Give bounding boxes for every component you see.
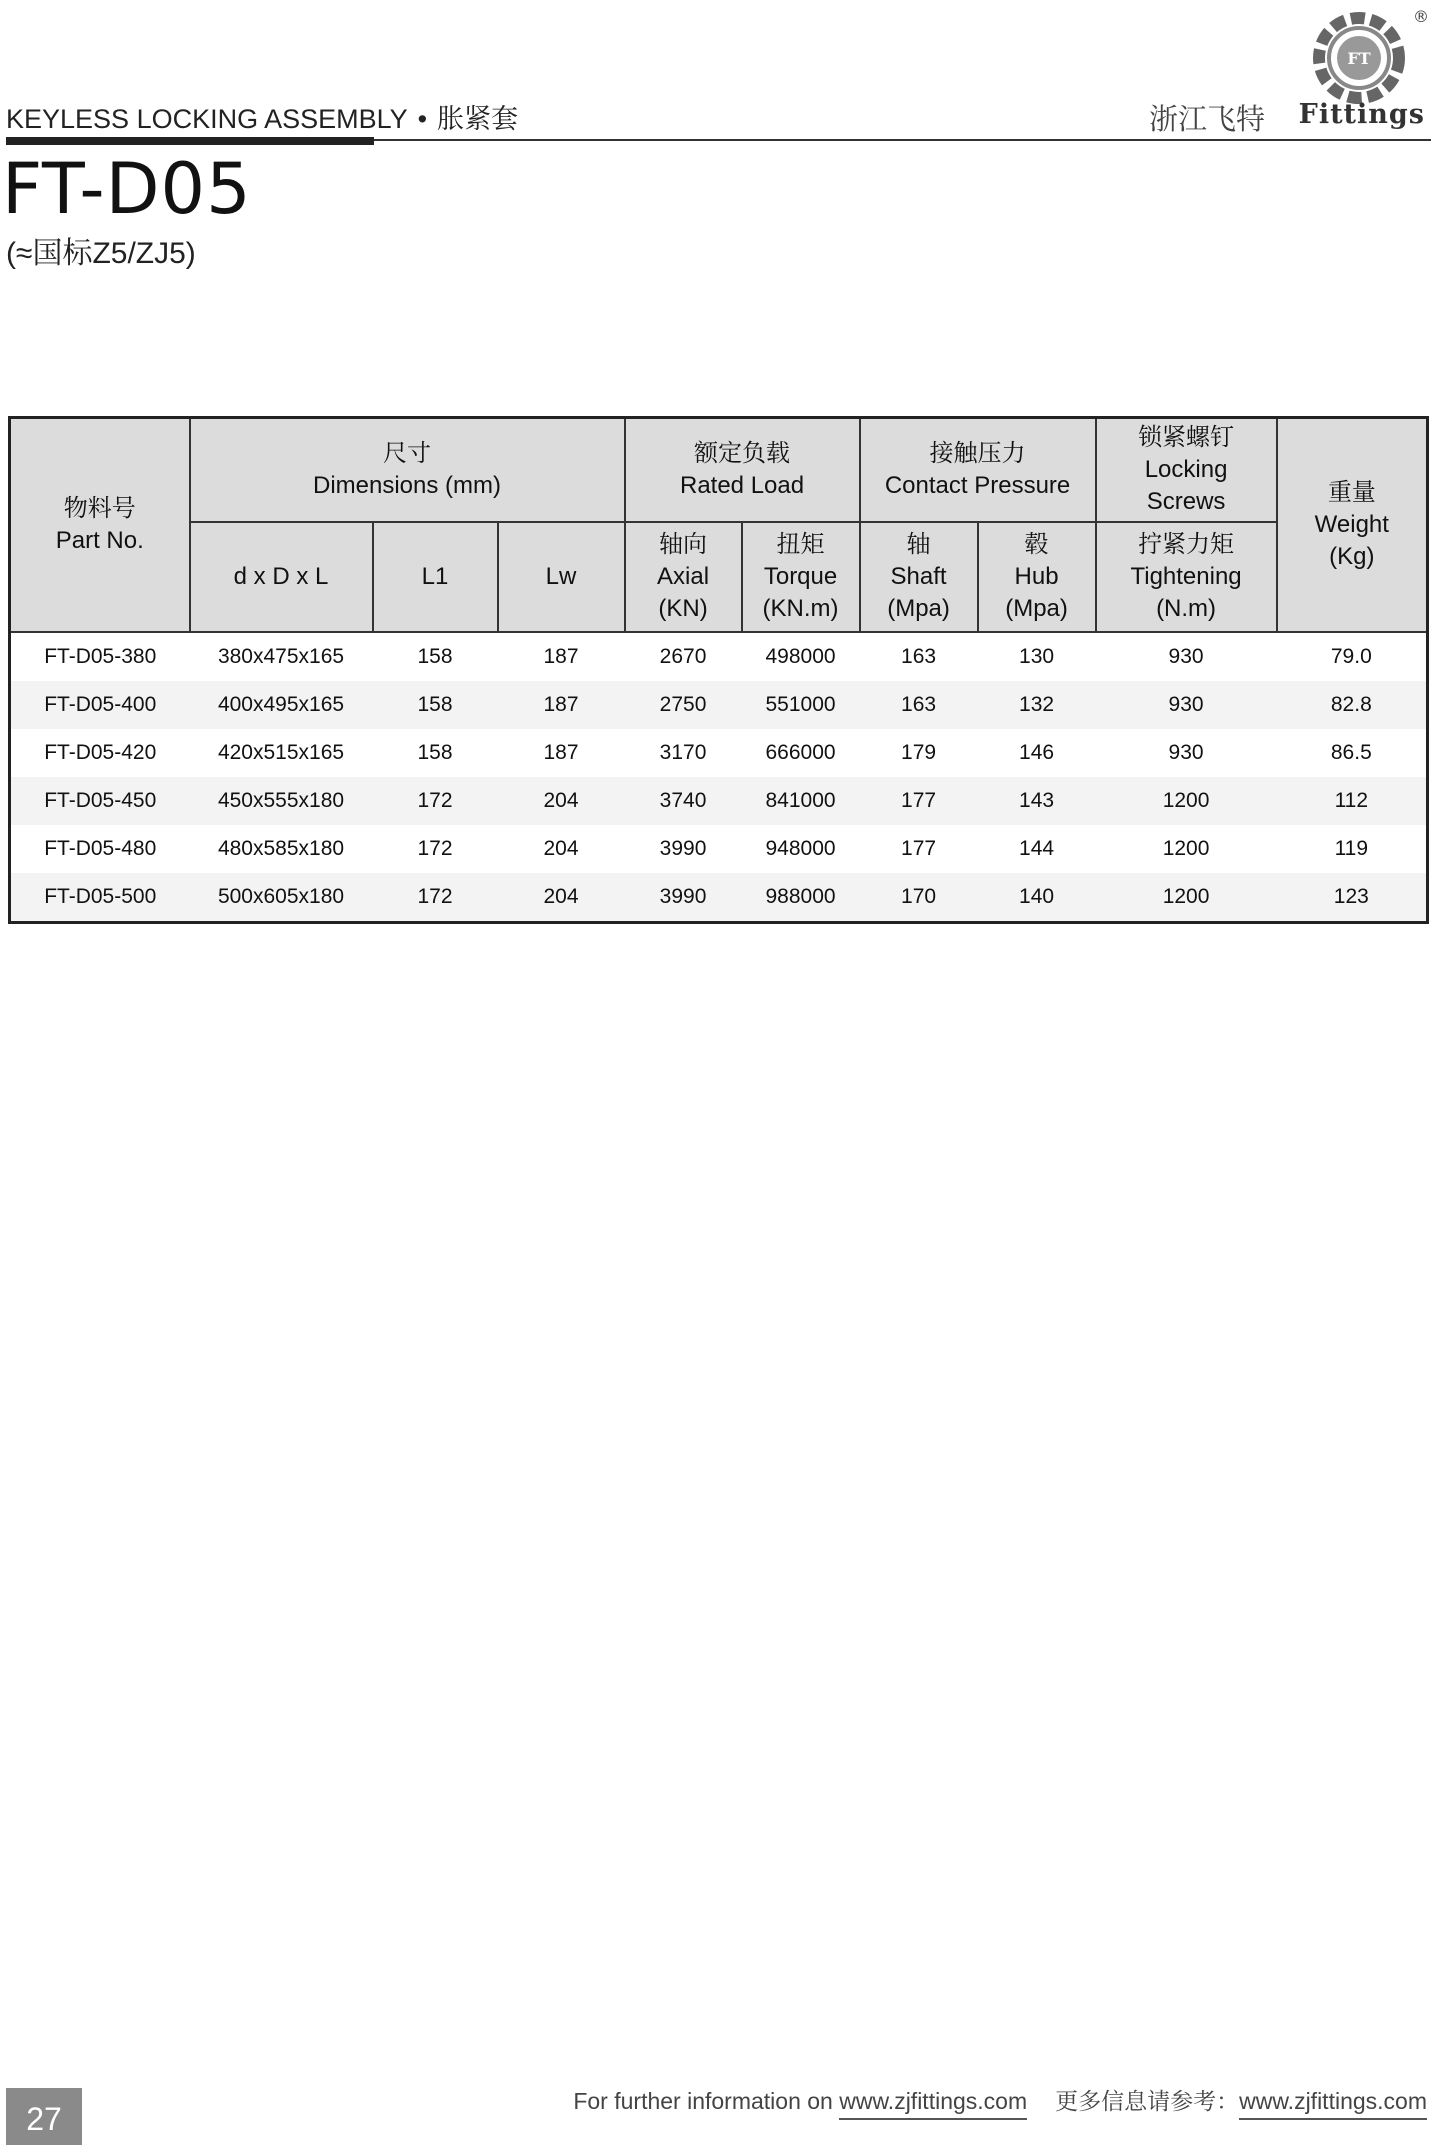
cell-lw: 204: [543, 836, 579, 860]
cell-shaft: 179: [901, 740, 937, 764]
th-axial: 轴向 Axial (KN): [625, 522, 742, 632]
cell-part-no: FT-D05-500: [10, 873, 190, 923]
cell-hub: 144: [1019, 836, 1055, 860]
cell-tightening: 930: [1168, 740, 1204, 764]
cell-hub: 140: [978, 873, 1096, 923]
th-lw: Lw: [498, 522, 625, 632]
spec-table-body: [10, 632, 1428, 923]
logo-badge: FT: [1347, 49, 1371, 68]
cell-dimensions: 420x515x165: [217, 740, 345, 764]
th-dimensions: 尺寸 Dimensions (mm): [190, 418, 625, 522]
footer-info: [573, 2083, 1427, 2116]
cell-torque: 498000: [765, 644, 836, 668]
cell-axial: 3990: [659, 836, 707, 860]
th-rated-load: 额定负载 Rated Load: [625, 418, 860, 522]
th-l1: L1: [373, 522, 498, 632]
footer-en-prefix: For further information on: [573, 2088, 833, 2114]
th-locking-screws: 锁紧螺钉 Locking Screws: [1096, 418, 1277, 522]
cell-shaft: 177: [901, 836, 937, 860]
cell-hub: 130: [1019, 644, 1055, 668]
table-row: [10, 681, 1428, 729]
cell-hub: 143: [978, 777, 1096, 825]
header-category: [6, 97, 518, 136]
category-en: KEYLESS LOCKING ASSEMBLY: [6, 104, 408, 134]
cell-tightening: 930: [1168, 644, 1204, 668]
cell-torque: 551000: [742, 681, 860, 729]
cell-lw: 204: [498, 777, 625, 825]
cell-tightening: 930: [1096, 681, 1277, 729]
cell-tightening: 1200: [1096, 873, 1277, 923]
cell-hub: 132: [978, 681, 1096, 729]
cell-part-no: FT-D05-400: [10, 681, 190, 729]
cell-torque: 988000: [742, 873, 860, 923]
th-hub: 毂 Hub (Mpa): [978, 522, 1096, 632]
cell-axial: 2750: [625, 681, 742, 729]
cell-hub: 146: [1019, 740, 1055, 764]
registered-mark: ®: [1413, 7, 1429, 26]
table-row: [10, 825, 1428, 873]
cell-axial: 3740: [625, 777, 742, 825]
cell-axial: 3170: [659, 740, 707, 764]
cell-part-no: FT-D05-420: [44, 740, 157, 764]
cell-torque: 666000: [765, 740, 836, 764]
footer-cn-prefix: 更多信息请参考：: [1055, 2088, 1240, 2114]
company-name: 浙江飞特: [1148, 104, 1265, 136]
footer-en-url[interactable]: www.zjfittings.com: [839, 2088, 1027, 2120]
cell-weight: 86.5: [1330, 740, 1372, 764]
table-row: [10, 729, 1428, 777]
cell-shaft: 163: [901, 644, 937, 668]
header-rule-accent: [6, 137, 374, 145]
cell-weight: 112: [1277, 777, 1428, 825]
cell-lw: 187: [543, 644, 579, 668]
cell-torque: 841000: [742, 777, 860, 825]
cell-weight: 123: [1277, 873, 1428, 923]
cell-torque: 948000: [765, 836, 836, 860]
page-number: 27: [6, 2088, 82, 2145]
th-weight: 重量 Weight (Kg): [1277, 418, 1428, 632]
spec-table: [8, 416, 1429, 924]
cell-l1: 158: [417, 644, 453, 668]
cell-part-no: FT-D05-450: [10, 777, 190, 825]
cell-l1: 158: [373, 681, 498, 729]
th-dxDxL: d x D x L: [190, 522, 373, 632]
logo-wordmark: Fittings: [1298, 99, 1425, 130]
footer-cn-url[interactable]: www.zjfittings.com: [1239, 2088, 1427, 2120]
cell-dimensions: 480x585x180: [217, 836, 345, 860]
model-title: FT-D05: [2, 148, 252, 230]
cell-lw: 187: [498, 681, 625, 729]
cell-weight: 79.0: [1330, 644, 1372, 668]
th-shaft: 轴 Shaft (Mpa): [860, 522, 978, 632]
cell-dimensions: 380x475x165: [217, 644, 345, 668]
cell-shaft: 163: [860, 681, 978, 729]
cell-l1: 172: [417, 836, 453, 860]
th-contact-pressure: 接触压力 Contact Pressure: [860, 418, 1096, 522]
cell-axial: 2670: [659, 644, 707, 668]
category-cn: 胀紧套: [437, 104, 519, 134]
th-part-no: 物料号 Part No.: [10, 418, 190, 632]
cell-weight: 82.8: [1277, 681, 1428, 729]
category-separator: •: [417, 104, 428, 134]
cell-dimensions: 400x495x165: [190, 681, 373, 729]
cell-part-no: FT-D05-380: [44, 644, 157, 668]
th-tightening: 拧紧力矩 Tightening (N.m): [1096, 522, 1277, 632]
cell-part-no: FT-D05-480: [44, 836, 157, 860]
cell-l1: 172: [373, 873, 498, 923]
model-subtitle: (≈国标Z5/ZJ5): [6, 237, 196, 270]
th-torque: 扭矩 Torque (KN.m): [742, 522, 860, 632]
cell-lw: 204: [498, 873, 625, 923]
cell-shaft: 170: [860, 873, 978, 923]
cell-dimensions: 500x605x180: [190, 873, 373, 923]
cell-tightening: 1200: [1162, 836, 1210, 860]
cell-tightening: 1200: [1096, 777, 1277, 825]
table-row: [10, 873, 1428, 923]
cell-weight: 119: [1334, 836, 1369, 860]
cell-l1: 172: [373, 777, 498, 825]
table-row: [10, 632, 1428, 681]
cell-dimensions: 450x555x180: [190, 777, 373, 825]
cell-axial: 3990: [625, 873, 742, 923]
table-row: [10, 777, 1428, 825]
cell-shaft: 177: [860, 777, 978, 825]
cell-lw: 187: [543, 740, 579, 764]
cell-l1: 158: [417, 740, 453, 764]
